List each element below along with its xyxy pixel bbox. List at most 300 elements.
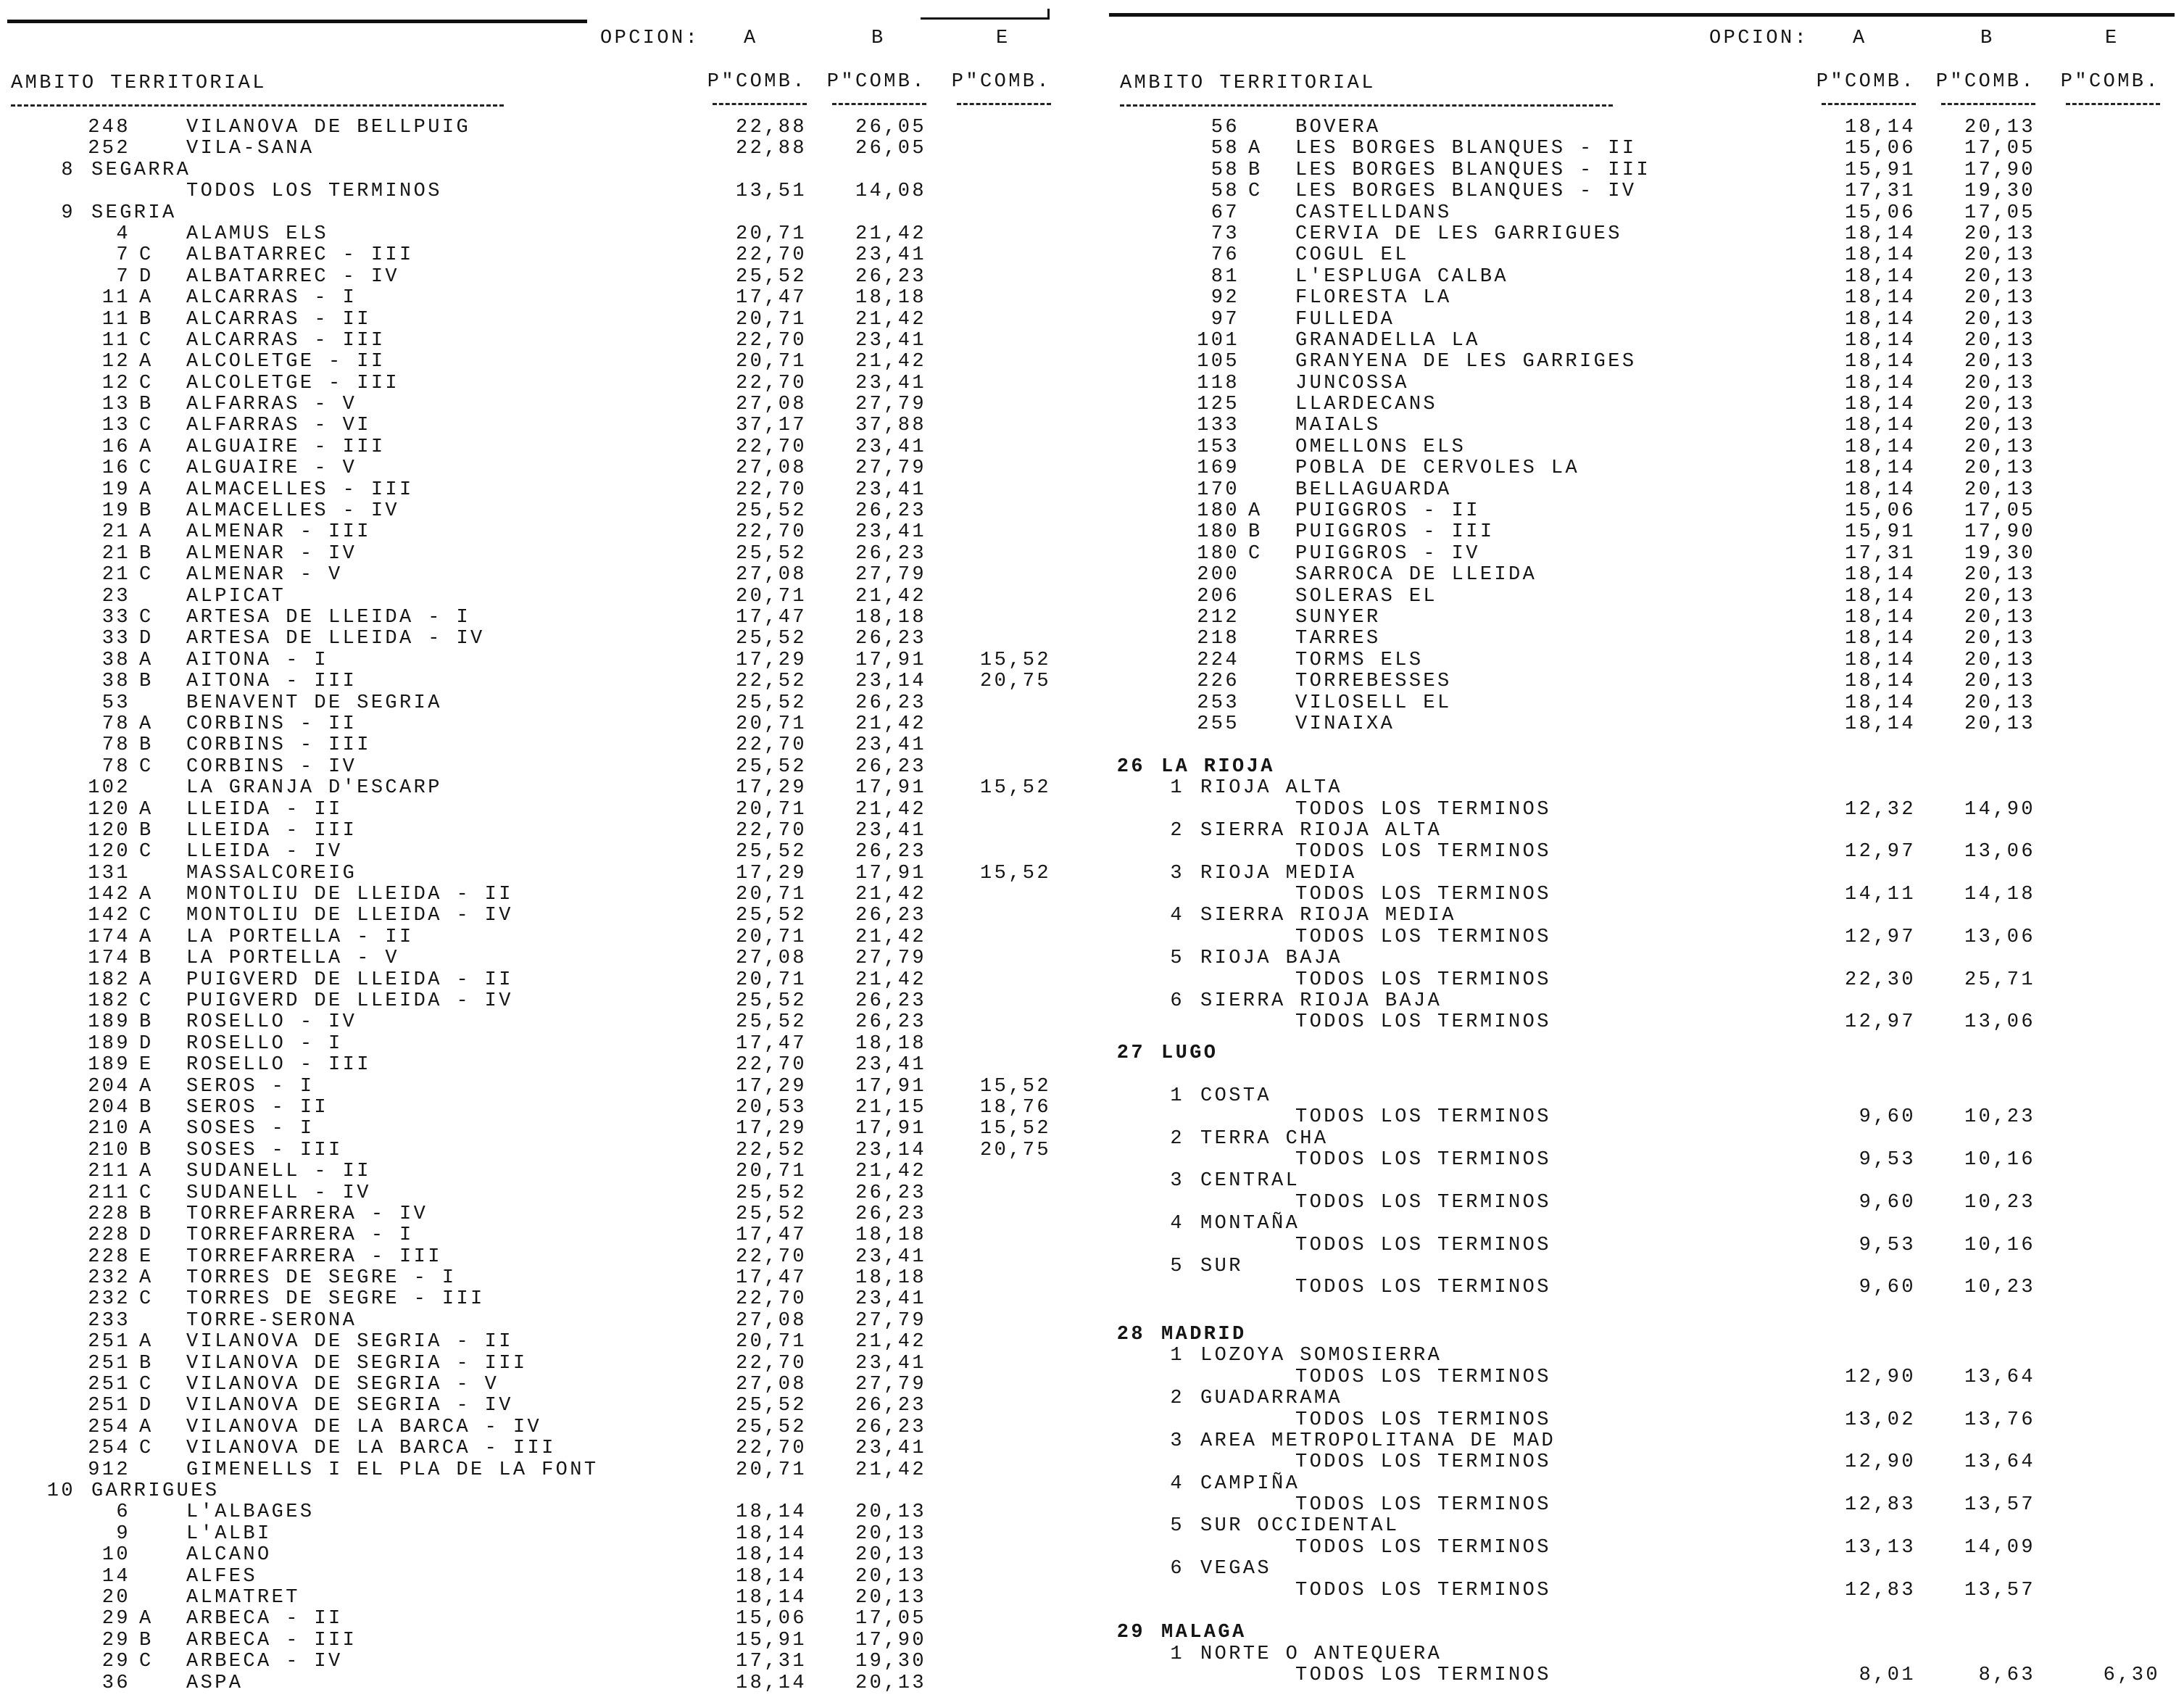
column-label-pcomb: P"COMB. [707,71,807,93]
item-name: TODOS LOS TERMINOS [1295,1409,1551,1431]
table-row [0,586,1073,608]
item-suffix: A [139,1416,154,1438]
column-label-pcomb: P"COMB. [1816,71,1916,93]
table-row [0,373,1073,394]
comarca-heading-code: 5 [1170,1515,1184,1538]
comarca-heading [1109,1644,2182,1665]
value-option-b: 27,79 [855,948,926,970]
comarca-heading [1109,778,2182,799]
item-code: 21 [101,521,130,544]
value-option-a: 15,91 [1844,159,1916,181]
item-code: 9 [116,1522,130,1545]
item-code: 210 [88,1118,130,1140]
item-code: 11 [101,287,130,310]
item-suffix: C [139,1288,154,1311]
comarca-heading-code: 4 [1170,1472,1184,1495]
value-option-a: 22,70 [735,521,807,544]
option-letter: A [1853,28,1867,49]
comarca-heading-name: SUR OCCIDENTAL [1200,1515,1400,1538]
item-name: MONTOLIU DE LLEIDA - IV [186,905,513,927]
table-row [1109,629,2182,650]
value-option-a: 9,60 [1859,1277,1916,1299]
value-option-a: 12,90 [1844,1451,1916,1474]
item-code: 33 [101,606,130,629]
value-option-b: 14,09 [1964,1536,2035,1559]
value-option-b: 20,13 [1964,436,2035,458]
value-option-b: 23,41 [855,1352,926,1374]
value-option-b: 23,41 [855,1438,926,1460]
value-option-b: 20,13 [1964,564,2035,586]
value-option-b: 20,13 [1964,649,2035,671]
table-row [0,693,1073,714]
value-option-a: 17,47 [735,287,807,310]
item-code: 20 [101,1586,130,1609]
table-row [0,1460,1073,1481]
item-code: 232 [88,1288,130,1311]
item-code: 78 [101,734,130,757]
value-option-a: 25,52 [735,265,807,288]
comarca-heading [1109,991,2182,1012]
table-row [1109,565,2182,586]
value-option-a: 18,14 [735,1522,807,1545]
table-row [0,1140,1073,1161]
comarca-heading-name: AREA METROPOLITANA DE MAD [1200,1430,1556,1452]
value-option-a: 22,70 [735,819,807,842]
item-name: TORREFARRERA - IV [186,1203,428,1225]
column-underline [2066,103,2160,105]
value-option-b: 20,13 [855,1501,926,1524]
value-option-a: 13,13 [1844,1536,1916,1559]
item-suffix: A [139,436,154,458]
item-code: 133 [1197,415,1240,437]
item-name: ALFARRAS - V [186,394,357,416]
item-code: 142 [88,884,130,906]
value-option-a: 13,51 [735,181,807,203]
value-option-b: 20,13 [1964,287,2035,310]
value-option-b: 20,13 [1964,457,2035,480]
item-code: 174 [88,926,130,948]
item-name: TODOS LOS TERMINOS [1295,1234,1551,1256]
value-option-b: 17,91 [855,1075,926,1098]
province-heading-code: 29 [1116,1622,1145,1644]
value-option-a: 18,14 [1844,564,1916,586]
value-option-b: 19,30 [855,1651,926,1673]
comarca-heading [1109,1559,2182,1580]
value-option-a: 12,90 [1844,1366,1916,1388]
table-row [1109,1367,2182,1388]
table-row [0,991,1073,1012]
item-code: 58 [1211,181,1240,203]
table-row [0,1396,1073,1417]
table-row [0,224,1073,245]
item-name: GRANYENA DE LES GARRIGES [1295,351,1637,373]
value-option-b: 21,42 [855,1331,926,1353]
value-option-b: 23,41 [855,1054,926,1077]
row-list [0,117,1073,1694]
item-name: FLORESTA LA [1295,287,1452,310]
item-code: 16 [101,457,130,480]
value-option-a: 17,31 [1844,542,1916,565]
comarca-heading [1109,1256,2182,1277]
comarca-heading [1109,1431,2182,1452]
item-name: L'ALBI [186,1522,272,1545]
table-row [1109,160,2182,181]
value-option-a: 12,83 [1844,1579,1916,1601]
value-option-e: 6,30 [2103,1664,2160,1687]
comarca-heading-name: MONTAÑA [1200,1213,1300,1235]
item-suffix: C [139,841,154,863]
item-name: TODOS LOS TERMINOS [1295,969,1551,991]
comarca-heading-name: NORTE O ANTEQUERA [1200,1643,1442,1665]
value-option-b: 20,13 [1964,478,2035,501]
item-name: LES BORGES BLANQUES - II [1295,138,1637,160]
table-row [0,1247,1073,1268]
item-name: LES BORGES BLANQUES - IV [1295,181,1637,203]
row-list [1109,117,2182,1687]
item-code: 125 [1197,394,1240,416]
value-option-a: 22,70 [735,1245,807,1268]
item-code: 92 [1211,287,1240,310]
comarca-heading [0,160,1073,181]
column-label-pcomb: P"COMB. [2060,71,2160,93]
item-suffix: A [139,713,154,735]
value-option-a: 22,30 [1844,969,1916,991]
value-option-a: 13,02 [1844,1409,1916,1431]
value-option-b: 23,41 [855,1245,926,1268]
value-option-b: 26,23 [855,1395,926,1417]
item-name: LLARDECANS [1295,394,1438,416]
value-option-b: 26,05 [855,138,926,160]
item-name: VILANOVA DE LA BARCA - IV [186,1416,542,1438]
item-name: TODOS LOS TERMINOS [1295,1148,1551,1171]
value-option-a: 25,52 [735,755,807,778]
item-code: 19 [101,500,130,523]
table-row [0,1651,1073,1672]
table-row [0,1098,1073,1119]
table-row [0,1524,1073,1545]
value-option-a: 25,52 [735,841,807,863]
value-option-a: 18,14 [735,1544,807,1567]
item-name: MASSALCOREIG [186,862,357,884]
item-name: ALMATRET [186,1586,300,1609]
item-name: ALPICAT [186,585,286,608]
item-suffix: A [139,969,154,991]
item-code: 4 [116,223,130,245]
value-option-b: 21,42 [855,308,926,331]
item-name: TORRES DE SEGRE - III [186,1288,485,1311]
value-option-b: 17,91 [855,1118,926,1140]
table-row [0,757,1073,778]
table-row [0,138,1073,159]
table-row [1109,138,2182,159]
comarca-heading-code: 1 [1170,1643,1184,1665]
item-suffix: B [139,1352,154,1374]
comarca-heading-name: RIOJA ALTA [1200,777,1343,800]
item-code: 19 [101,478,130,501]
value-option-b: 25,71 [1964,969,2035,991]
item-suffix: A [139,287,154,310]
table-row [0,629,1073,650]
value-option-b: 17,91 [855,777,926,800]
item-suffix: B [139,1203,154,1225]
comarca-heading [1109,1388,2182,1409]
table-row [1109,310,2182,331]
table-row [1109,373,2182,394]
value-option-b: 17,90 [855,1629,926,1651]
item-code: 218 [1197,628,1240,650]
value-option-a: 22,88 [735,117,807,138]
item-suffix: A [139,521,154,544]
value-option-b: 8,63 [1978,1664,2035,1687]
value-option-b: 13,64 [1964,1451,2035,1474]
item-suffix: B [1248,521,1263,544]
table-row [1109,927,2182,948]
value-option-a: 25,52 [735,1395,807,1417]
province-heading-code: 28 [1116,1323,1145,1346]
item-name: SUDANELL - IV [186,1182,371,1204]
value-option-b: 17,90 [1964,521,2035,544]
item-code: 78 [101,713,130,735]
table-row [0,1673,1073,1694]
item-code: 912 [88,1459,130,1481]
value-option-a: 12,83 [1844,1494,1916,1517]
top-rule [1109,13,2175,17]
item-name: VILANOVA DE SEGRIA - V [186,1374,499,1396]
table-row [1109,437,2182,458]
comarca-heading-name: RIOJA BAJA [1200,948,1343,970]
table-row [0,1183,1073,1204]
value-option-a: 8,01 [1859,1664,1916,1687]
item-name: ALMENAR - IV [186,542,357,565]
table-row [0,1588,1073,1609]
comarca-heading-code: 6 [1170,1558,1184,1580]
value-option-e: 15,52 [979,1075,1051,1098]
table-row [0,181,1073,202]
item-code: 232 [88,1267,130,1290]
item-name: ALFES [186,1565,258,1588]
item-code: 29 [101,1608,130,1630]
comarca-heading-code: 6 [1170,990,1184,1013]
province-heading [1109,1043,2182,1064]
table-row [1109,267,2182,288]
item-name: ALBATARREC - III [186,244,414,267]
value-option-a: 25,52 [735,1182,807,1204]
table-row [0,884,1073,905]
item-code: 210 [88,1139,130,1161]
table-row [0,1417,1073,1438]
comarca-heading [1109,1516,2182,1537]
item-code: 118 [1197,372,1240,394]
value-option-a: 12,32 [1844,798,1916,821]
table-row [1109,586,2182,608]
value-option-e: 15,52 [979,777,1051,800]
item-code: 36 [101,1672,130,1694]
column-underline [1822,103,1916,105]
item-name: LLEIDA - III [186,819,357,842]
column-label-pcomb: P"COMB. [1935,71,2035,93]
table-row [1109,671,2182,692]
value-option-a: 17,47 [735,1267,807,1290]
column-label-pcomb: P"COMB. [826,71,926,93]
table-row [0,778,1073,799]
comarca-heading-name: CENTRAL [1200,1170,1300,1193]
value-option-a: 27,08 [735,948,807,970]
item-suffix: B [139,1139,154,1161]
value-option-b: 26,23 [855,755,926,778]
value-option-b: 26,23 [855,905,926,927]
item-suffix: B [139,1011,154,1034]
item-code: 120 [88,841,130,863]
item-code: 180 [1197,500,1240,523]
item-suffix: B [139,948,154,970]
item-code: 11 [101,329,130,352]
value-option-b: 18,18 [855,1267,926,1290]
table-row [1109,1538,2182,1559]
table-row [1109,245,2182,266]
item-suffix: D [139,1032,154,1055]
item-name: ARTESA DE LLEIDA - IV [186,628,485,650]
item-name: ALGUAIRE - III [186,436,386,458]
value-option-a: 27,08 [735,1374,807,1396]
value-option-b: 20,13 [1964,628,2035,650]
item-suffix: D [139,265,154,288]
item-name: SARROCA DE LLEIDA [1295,564,1537,586]
item-code: 200 [1197,564,1240,586]
table-row [1109,1193,2182,1214]
item-suffix: B [139,734,154,757]
value-option-a: 9,60 [1859,1191,1916,1214]
value-option-b: 13,06 [1964,926,2035,948]
item-code: 56 [1211,117,1240,138]
item-name: ROSELLO - I [186,1032,343,1055]
table-row [0,1012,1073,1033]
item-suffix: C [139,1651,154,1673]
value-option-b: 26,23 [855,1182,926,1204]
item-suffix: D [139,1395,154,1417]
value-option-a: 18,14 [1844,351,1916,373]
item-suffix: A [1248,138,1263,160]
value-option-a: 18,14 [1844,287,1916,310]
item-name: AITONA - I [186,649,329,671]
item-suffix: C [139,1438,154,1460]
item-name: FULLEDA [1295,308,1395,331]
item-suffix: B [139,1629,154,1651]
column-underline [957,103,1051,105]
value-option-a: 25,52 [735,990,807,1013]
value-option-a: 20,71 [735,585,807,608]
item-code: 211 [88,1161,130,1183]
item-code: 248 [88,117,130,138]
comarca-heading [0,1481,1073,1502]
value-option-b: 26,23 [855,841,926,863]
table-row [0,948,1073,969]
value-option-a: 37,17 [735,415,807,437]
item-name: L'ALBAGES [186,1501,315,1524]
item-code: 182 [88,990,130,1013]
value-option-b: 20,13 [1964,351,2035,373]
item-code: 21 [101,542,130,565]
value-option-a: 25,52 [735,500,807,523]
item-suffix: C [1248,542,1263,565]
item-suffix: B [139,819,154,842]
value-option-a: 20,53 [735,1096,807,1119]
value-option-a: 22,70 [735,734,807,757]
item-suffix: A [139,1267,154,1290]
item-code: 254 [88,1416,130,1438]
item-code: 13 [101,415,130,437]
value-option-b: 21,42 [855,585,926,608]
table-row [0,1077,1073,1098]
item-name: TODOS LOS TERMINOS [1295,1277,1551,1299]
value-option-b: 18,18 [855,1032,926,1055]
item-name: VINAIXA [1295,713,1395,735]
table-row [0,117,1073,138]
value-option-b: 14,08 [855,181,926,203]
item-code: 142 [88,905,130,927]
value-option-a: 25,52 [735,692,807,714]
item-name: VILANOVA DE SEGRIA - II [186,1331,513,1353]
item-name: L'ESPLUGA CALBA [1295,265,1509,288]
item-code: 13 [101,394,130,416]
value-option-a: 18,14 [1844,628,1916,650]
item-name: GIMENELLS I EL PLA DE LA FONT [186,1459,599,1481]
value-option-a: 20,71 [735,1331,807,1353]
table-row [0,544,1073,565]
value-option-b: 23,41 [855,734,926,757]
item-name: ALCOLETGE - II [186,351,386,373]
value-option-a: 9,53 [1859,1148,1916,1171]
table-row [0,310,1073,331]
value-option-b: 17,05 [1964,202,2035,224]
table-row [1109,1107,2182,1128]
value-option-a: 22,70 [735,372,807,394]
item-name: VILANOVA DE BELLPUIG [186,117,471,138]
value-option-b: 26,23 [855,1203,926,1225]
item-code: 228 [88,1224,130,1247]
value-option-b: 17,91 [855,649,926,671]
item-suffix: C [1248,181,1263,203]
item-name: TODOS LOS TERMINOS [1295,926,1551,948]
value-option-a: 20,71 [735,308,807,331]
top-rule [7,20,587,23]
item-name: SOSES - III [186,1139,343,1161]
option-letter: A [744,28,758,49]
table-row [1109,224,2182,245]
province-heading-name: LA RIOJA [1161,755,1275,778]
value-option-b: 13,57 [1964,1579,2035,1601]
value-option-b: 26,23 [855,265,926,288]
value-option-a: 15,06 [1844,138,1916,160]
comarca-heading-code: 3 [1170,1170,1184,1193]
comarca-heading-name: TERRA CHA [1200,1127,1329,1150]
table-row [0,1545,1073,1566]
comarca-heading [1109,1346,2182,1367]
item-suffix: D [139,1224,154,1247]
value-option-a: 17,29 [735,777,807,800]
item-name: ALMACELLES - III [186,478,414,501]
value-option-a: 22,70 [735,1352,807,1374]
comarca-heading-code: 1 [1170,1085,1184,1107]
table-row [0,1311,1073,1332]
item-suffix: B [139,671,154,693]
value-option-a: 22,70 [735,244,807,267]
value-option-b: 10,16 [1964,1234,2035,1256]
value-option-a: 15,91 [735,1629,807,1651]
value-option-a: 25,52 [735,1203,807,1225]
comarca-heading [1109,1171,2182,1192]
value-option-b: 26,23 [855,1011,926,1034]
value-option-a: 18,14 [735,1501,807,1524]
